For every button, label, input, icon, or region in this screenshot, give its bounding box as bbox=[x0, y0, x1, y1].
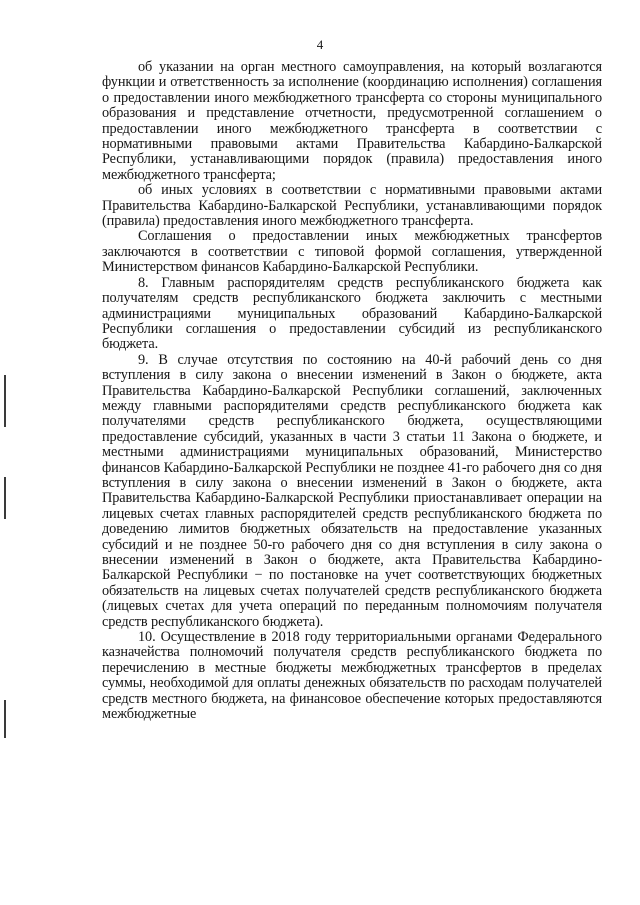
scan-edge-mark bbox=[4, 700, 6, 738]
document-body bbox=[102, 60, 602, 722]
scan-edge-mark bbox=[4, 375, 6, 427]
scan-edge-mark bbox=[4, 477, 6, 519]
paragraph-item-10: 10. Осуществление в 2018 году территориальными органами Федерального казначейства полномочий получателя средств республиканского бюджета по перечислению в местные бюджеты межбюджетных трансфертов в пределах суммы, необходимой для оплаты денежных обязательств по расходам получателей средств местного бюджета, на финансовое обеспечение которых предоставляются межбюджетные bbox=[102, 629, 602, 723]
paragraph-agreements: Соглашения о предоставлении иных межбюджетных трансфертов заключаются в соответствии с типовой формой соглашения, утвержденной Министерством финансов Кабардино-Балкарской Республики. bbox=[102, 228, 602, 276]
paragraph-continuation: об указании на орган местного самоуправления, на который возлагаются функции и ответственность за исполнение (координацию исполнения) соглашения о предоставлении иного межбюджетного трансферта со стороны муниципального образования и представление отчетности, предусмотренной соглашением о предоставлении иного межбюджетного трансферта в соответствии с нормативными правовыми актами Правительства Кабардино-Балкарской Республики, устанавливающими порядок (правила) предоставления иного межбюджетного трансферта; bbox=[102, 59, 602, 183]
paragraph-item-8: 8. Главным распорядителям средств республиканского бюджета как получателям средств республиканского бюджета заключить с местными администрациями муниципальных образований Кабардино-Балкарской Республики соглашения о предоставлении субсидий из республиканского бюджета. bbox=[102, 274, 602, 353]
paragraph-item-9: 9. В случае отсутствия по состоянию на 40-й рабочий день со дня вступления в силу закона о внесении изменений в Закон о бюджете, акта Правительства Кабардино-Балкарской Республики соглашений, заключенных между главными распорядителями средств республиканского бюджета как получателями средств республиканского бюджета, осуществляющими предоставление субсидий, указанных в части 3 статьи 11 Закона о бюджете, и местными администрациями муниципальных образований, Министерство финансов Кабардино-Балкарской Республики не позднее 41-го рабочего дня со дня вступления в силу закона о внесении изменений в Закон о бюджете, акта Правительства Кабардино-Балкарской Республики приостанавливает операции на лицевых счетах главных распорядителей средств республиканского бюджета по доведению лимитов бюджетных обязательств на предоставление указанных субсидий и не позднее 50-го рабочего дня со дня вступления в силу закона о внесении изменений в Закон о бюджете, акта Правительства Кабардино-Балкарской Республики − по постановке на учет соответствующих бюджетных обязательств на лицевых счетах получателей средств республиканского бюджета (лицевых счетах для учета операций по переданным полномочиям получателя средств республиканского бюджета). bbox=[102, 351, 602, 630]
page-number: 4 bbox=[316, 37, 324, 52]
paragraph-other-conditions: об иных условиях в соответствии с нормативными правовыми актами Правительства Кабардино-Балкарской Республики, устанавливающими порядок (правила) предоставления иного межбюджетного трансферта. bbox=[102, 182, 602, 230]
